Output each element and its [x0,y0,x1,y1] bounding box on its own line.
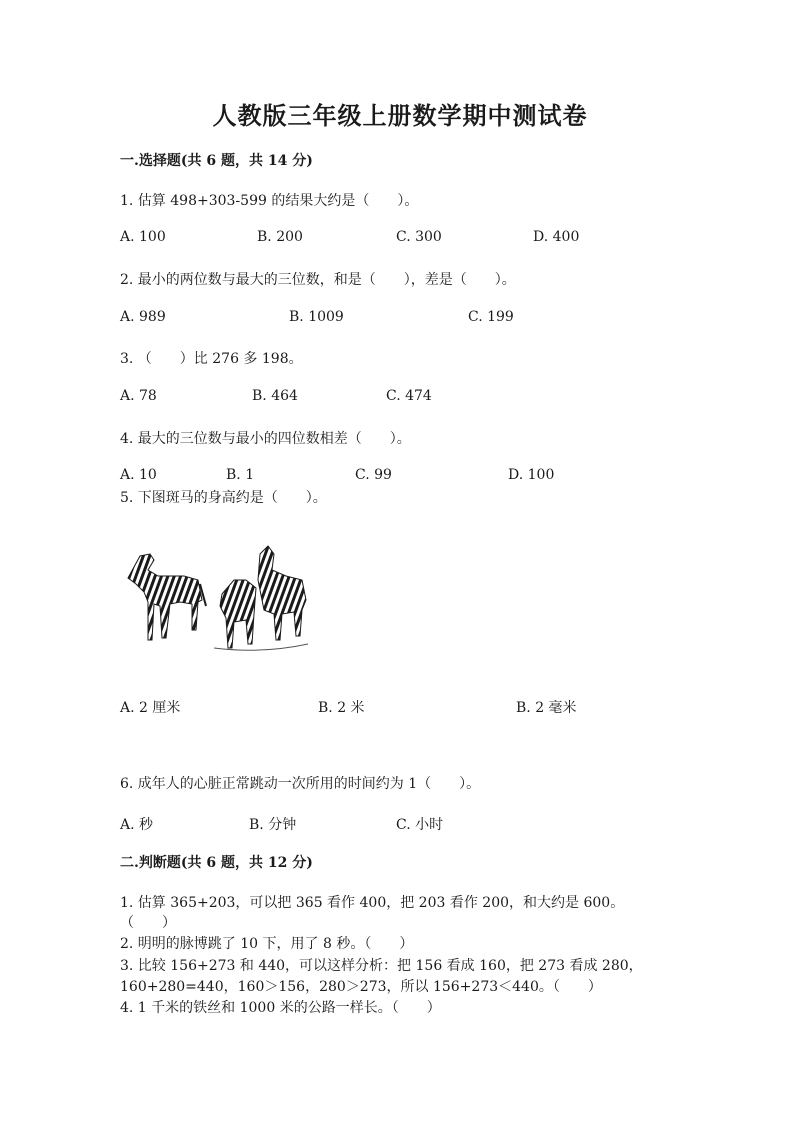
zebra-left [128,554,206,640]
option: C. 99 [355,467,392,483]
option: B. 2 米 [318,700,365,716]
question-text: 4. 最大的三位数与最小的四位数相差（ ）。 [120,431,411,447]
judgment-line: （ ） [120,915,176,931]
option: A. 秒 [120,817,154,833]
option: B. 2 毫米 [516,700,577,716]
judgment-line: 4. 1 千米的铁丝和 1000 米的公路一样长。（ ） [120,1000,441,1016]
option: D. 400 [533,229,580,245]
option: C. 474 [386,388,432,404]
judgment-line: 1. 估算 365+203，可以把 365 看作 400，把 203 看作 200，和大约是 600。 [120,895,625,911]
option: A. 2 厘米 [120,700,181,716]
question-text: 1. 估算 498+303-599 的结果大约是（ ）。 [120,193,419,209]
judgment-line: 2. 明明的脉博跳了 10 下，用了 8 秒。（ ） [120,936,414,952]
question-text: 5. 下图斑马的身高约是（ ）。 [120,490,327,506]
question-text: 6. 成年人的心脏正常跳动一次所用的时间约为 1（ ）。 [120,776,481,792]
option: B. 1009 [289,309,344,325]
option: B. 分钟 [249,817,297,833]
option: C. 300 [396,229,442,245]
option: C. 小时 [396,817,444,833]
option: B. 200 [257,229,303,245]
zebra-pair [214,546,308,650]
option: A. 989 [120,309,166,325]
zebra-image [122,540,312,655]
option: A. 78 [120,388,157,404]
page-title: 人教版三年级上册数学期中测试卷 [212,101,588,130]
section-heading-judgment: 二.判断题(共 6 题，共 12 分) [120,855,313,871]
option: B. 464 [252,388,298,404]
option: C. 199 [468,309,514,325]
question-text: 2. 最小的两位数与最大的三位数，和是（ ），差是（ ）。 [120,272,516,288]
section-heading-choice: 一.选择题(共 6 题，共 14 分) [120,153,313,169]
option: A. 10 [120,467,157,483]
question-text: 3. （ ）比 276 多 198。 [120,351,303,367]
option: D. 100 [508,467,555,483]
judgment-line: 3. 比较 156+273 和 440，可以这样分析：把 156 看成 160，把 273 看成 280， [120,958,643,974]
option: B. 1 [226,467,255,483]
option: A. 100 [120,229,166,245]
judgment-line: 160+280=440，160＞156，280＞273，所以 156+273＜440。（ ） [120,979,602,995]
